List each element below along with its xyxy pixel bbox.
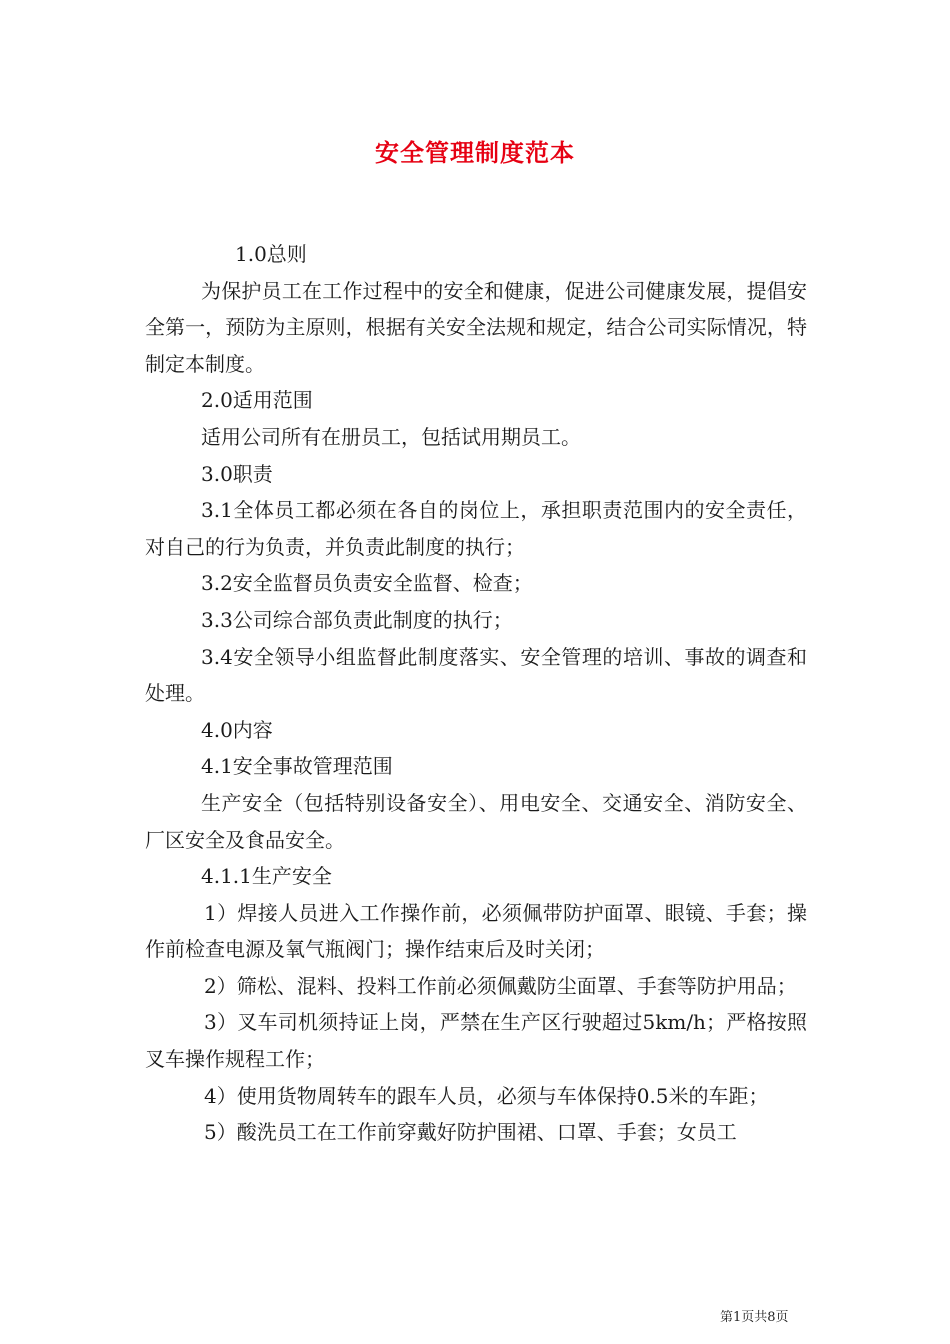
section-heading: 4.0内容 [201, 717, 273, 742]
paragraph: 3.2安全监督员负责安全监督、检查； [201, 571, 533, 596]
list-item: 3）叉车司机须持证上岗，严禁在生产区行驶超过5km/h；严格按照叉车操作规程工作； [145, 1010, 807, 1072]
section-heading: 2.0适用范围 [201, 388, 313, 413]
document-title: 安全管理制度范本 [375, 138, 575, 167]
list-item: 4）使用货物周转车的跟车人员，必须与车体保持0.5米的车距； [204, 1083, 769, 1108]
paragraph: 3.1全体员工都必须在各自的岗位上，承担职责范围内的安全责任，对自己的行为负责，并负责此制度的执行； [145, 498, 807, 559]
paragraph: 为保护员工在工作过程中的安全和健康，促进公司健康发展，提倡安全第一，预防为主原则，根据有关安全法规和规定，结合公司实际情况，特制定本制度。 [145, 278, 807, 376]
subsection-heading: 4.1安全事故管理范围 [201, 754, 393, 779]
subsection-heading: 4.1.1生产安全 [201, 864, 332, 889]
paragraph: 3.3公司综合部负责此制度的执行； [201, 607, 513, 632]
section-heading: 3.0职责 [201, 461, 273, 486]
page-number: 第1页共8页 [720, 1310, 789, 1325]
section-heading: 1.0总则 [235, 242, 307, 266]
list-item: 2）筛松、混料、投料工作前必须佩戴防尘面罩、手套等防护用品； [204, 973, 797, 998]
document-body [145, 236, 807, 1151]
paragraph: 适用公司所有在册员工，包括试用期员工。 [201, 424, 581, 449]
paragraph: 生产安全（包括特别设备安全）、用电安全、交通安全、消防安全、厂区安全及食品安全。 [145, 790, 807, 852]
list-item: 5）酸洗员工在工作前穿戴好防护围裙、口罩、手套；女员工 [204, 1120, 737, 1145]
list-item: 1）焊接人员进入工作操作前，必须佩带防护面罩、眼镜、手套；操作前检查电源及氧气瓶阀门；操作结束后及时关闭； [145, 900, 807, 962]
paragraph: 3.4安全领导小组监督此制度落实、安全管理的培训、事故的调查和处理。 [145, 644, 807, 706]
